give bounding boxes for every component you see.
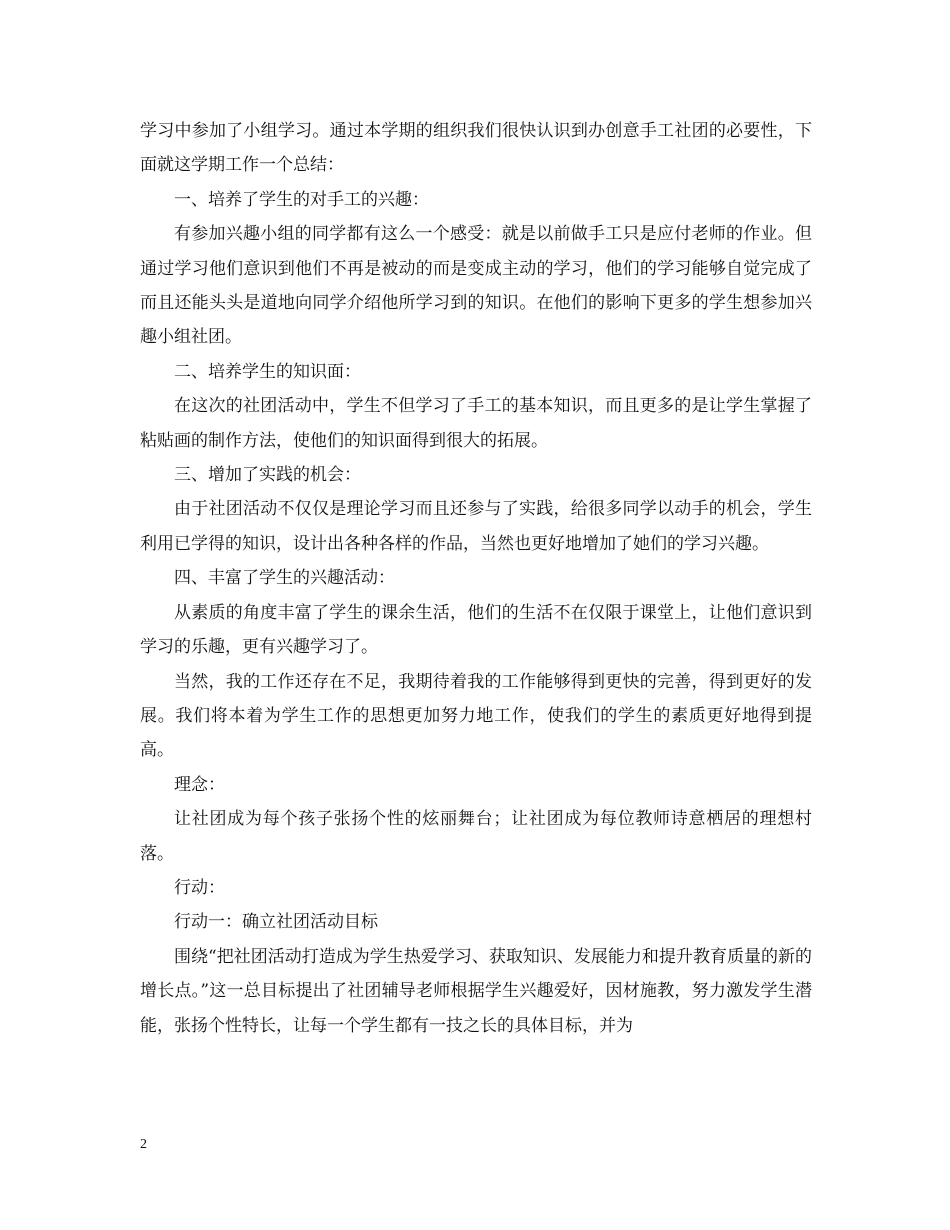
section-heading: 三、增加了实践的机会： [174, 465, 361, 486]
paragraph: 从素质的角度丰富了学生的课余生活，他们的生活不在仅限于课堂上，让他们意识到学习的乐趣，更有兴趣学习了。 [140, 602, 812, 658]
paragraph: 有参加兴趣小组的同学都有这么一个感受：就是以前做手工只是应付老师的作业。但通过学习他们意识到他们不再是被动的而是变成主动的学习，他们的学习能够自觉完成了而且还能头头是道地向同学介绍他所学习到的知识。在他们的影响下更多的学生想参加兴趣小组社团。 [140, 224, 812, 348]
paragraph: 在这次的社团活动中，学生不但学习了手工的基本知识，而且更多的是让学生掌握了粘贴画的制作方法，使他们的知识面得到很大的拓展。 [140, 396, 812, 451]
page-number: 2 [140, 1137, 147, 1152]
section-heading: 行动： [174, 877, 225, 898]
section-heading: 理念： [174, 774, 225, 795]
section-heading: 二、培养学生的知识面： [174, 361, 361, 382]
paragraph: 当然，我的工作还存在不足，我期待着我的工作能够得到更快的完善，得到更好的发展。我们将本着为学生工作的思想更加努力地工作，使我们的学生的素质更好地得到提高。 [140, 671, 812, 761]
section-heading: 行动一：确立社团活动目标 [174, 912, 378, 933]
section-heading: 四、丰富了学生的兴趣活动： [174, 568, 395, 589]
paragraph: 由于社团活动不仅仅是理论学习而且还参与了实践，给很多同学以动手的机会，学生利用已学得的知识，设计出各种各样的作品，当然也更好地增加了她们的学习兴趣。 [140, 499, 812, 554]
paragraph: 围绕“把社团活动打造成为学生热爱学习、获取知识、发展能力和提升教育质量的新的增长点。”这一总目标提出了社团辅导老师根据学生兴趣爱好，因材施教，努力激发学生潜能，张扬个性特长，让每一个学生都有一技之长的具体目标，并为 [140, 946, 812, 1036]
paragraph: 让社团成为每个孩子张扬个性的炫丽舞台；让社团成为每位教师诗意栖居的理想村落。 [140, 809, 812, 864]
section-heading: 一、培养了学生的对手工的兴趣： [174, 189, 429, 210]
paragraph: 学习中参加了小组学习。通过本学期的组织我们很快认识到办创意手工社团的必要性，下面就这学期工作一个总结： [140, 121, 812, 176]
document-body [140, 114, 812, 1043]
